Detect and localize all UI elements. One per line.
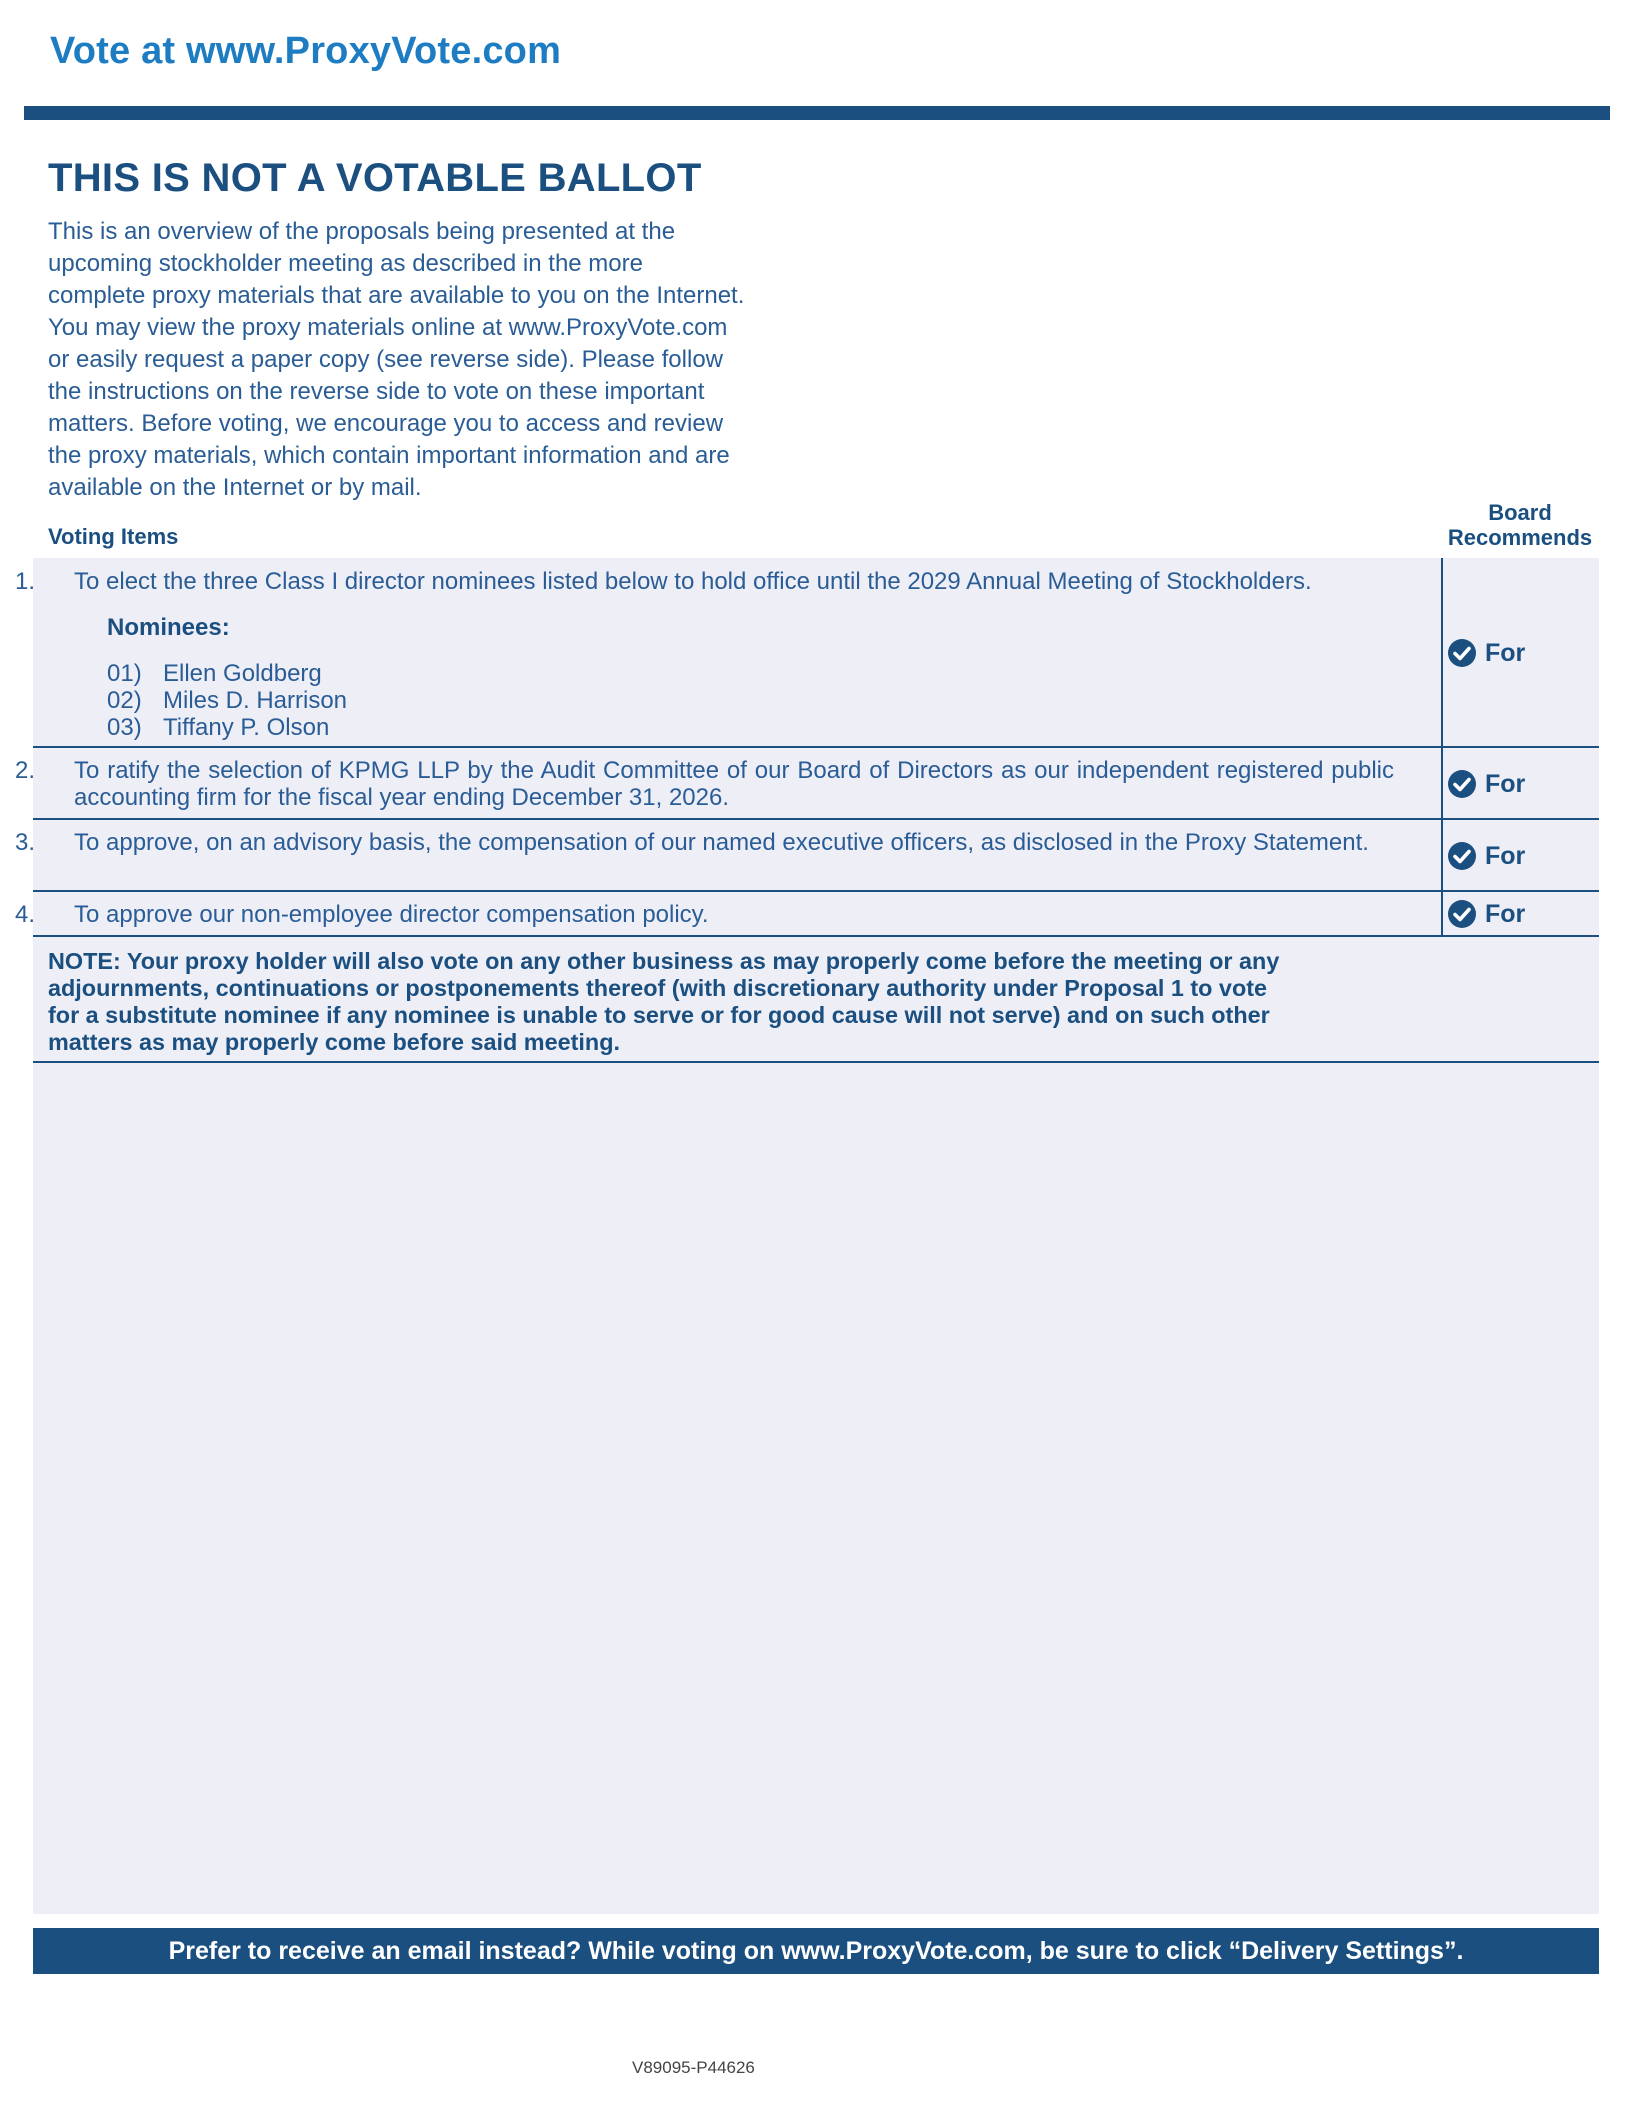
document-code: V89095-P44626 — [632, 2058, 755, 2077]
nominee-name: Ellen Goldberg — [163, 660, 322, 687]
note-line: for a substitute nominee if any nominee is unable to serve or for good cause will not serve) and on such other — [48, 1002, 1270, 1028]
proxyvote-header-link[interactable]: Vote at www.ProxyVote.com — [50, 30, 562, 72]
nominee — [107, 714, 329, 742]
nominee — [107, 687, 347, 715]
email-delivery-text[interactable]: Prefer to receive an email instead? While voting on www.ProxyVote.com, be sure to click “Delivery Settings”. — [168, 1936, 1464, 1965]
intro-line: or easily request a paper copy (see reverse side). Please follow — [48, 346, 723, 373]
item-number: 3. — [15, 829, 36, 856]
row-divider — [33, 746, 1599, 748]
header-rule — [24, 106, 1610, 120]
intro-line: upcoming stockholder meeting as described in the more — [48, 250, 643, 277]
recommendation-label: For — [1485, 841, 1526, 870]
proxy-note — [48, 948, 1438, 1056]
nominees-heading: Nominees: — [107, 614, 230, 641]
note-divider — [33, 1061, 1599, 1063]
item-text: To approve, on an advisory basis, the compensation of our named executive officers, as disclosed in the Proxy Statement. — [74, 829, 1369, 856]
item-text: To approve our non-employee director compensation policy. — [74, 901, 709, 928]
voting-items-heading: Voting Items — [48, 524, 179, 549]
recommendation-for — [1447, 769, 1525, 799]
nominee-number: 01) — [107, 660, 142, 687]
check-circle-icon — [1447, 841, 1477, 871]
note-line: NOTE: Your proxy holder will also vote on any other business as may properly come before the meeting or any — [48, 948, 1280, 974]
item-text: To elect the three Class I director nominees listed below to hold office until the 2029 Annual Meeting of Stockholders. — [74, 568, 1312, 595]
item-number: 4. — [15, 901, 36, 928]
nominee-name: Miles D. Harrison — [163, 687, 348, 714]
nominee-number: 03) — [107, 714, 142, 741]
check-circle-icon — [1447, 769, 1477, 799]
note-line: adjournments, continuations or postponements thereof (with discretionary authority under Proposal 1 to vote — [48, 975, 1268, 1001]
recommendation-for — [1447, 638, 1525, 668]
board-heading-line1: Board — [1488, 500, 1552, 525]
ballot-title: THIS IS NOT A VOTABLE BALLOT — [48, 156, 702, 200]
intro-line: the instructions on the reverse side to vote on these important — [48, 378, 705, 405]
row-divider — [33, 890, 1599, 892]
intro-line: available on the Internet or by mail. — [48, 474, 422, 501]
recommendation-label: For — [1485, 638, 1526, 667]
board-recommends-heading — [1440, 500, 1600, 550]
recommendation-for — [1447, 841, 1525, 871]
intro-line: This is an overview of the proposals being presented at the — [48, 218, 676, 245]
note-line: matters as may properly come before said meeting. — [48, 1029, 620, 1055]
intro-line: the proxy materials, which contain important information and are — [48, 442, 730, 469]
intro-line: complete proxy materials that are available to you on the Internet. — [48, 282, 745, 309]
intro-paragraph — [48, 216, 808, 504]
nominee-name: Tiffany P. Olson — [163, 714, 330, 741]
recommendation-label: For — [1485, 899, 1526, 928]
recommendation-for — [1447, 899, 1525, 929]
email-delivery-banner — [33, 1928, 1599, 1974]
item-number: 2. — [15, 757, 36, 784]
intro-line: matters. Before voting, we encourage you to access and review — [48, 410, 724, 437]
check-circle-icon — [1447, 899, 1477, 929]
nominee-number: 02) — [107, 687, 142, 714]
recommendation-label: For — [1485, 769, 1526, 798]
item-number: 1. — [15, 568, 36, 595]
nominee — [107, 660, 322, 688]
intro-line: You may view the proxy materials online at www.ProxyVote.com — [48, 314, 728, 341]
row-divider — [33, 935, 1599, 937]
row-divider — [33, 818, 1599, 820]
board-heading-line2: Recommends — [1447, 525, 1593, 550]
check-circle-icon — [1447, 638, 1477, 668]
item-text: To ratify the selection of KPMG LLP by the Audit Committee of our Board of Directors as our independent registered public accounting firm for the fiscal year ending December 31, 2026. — [74, 757, 1394, 811]
